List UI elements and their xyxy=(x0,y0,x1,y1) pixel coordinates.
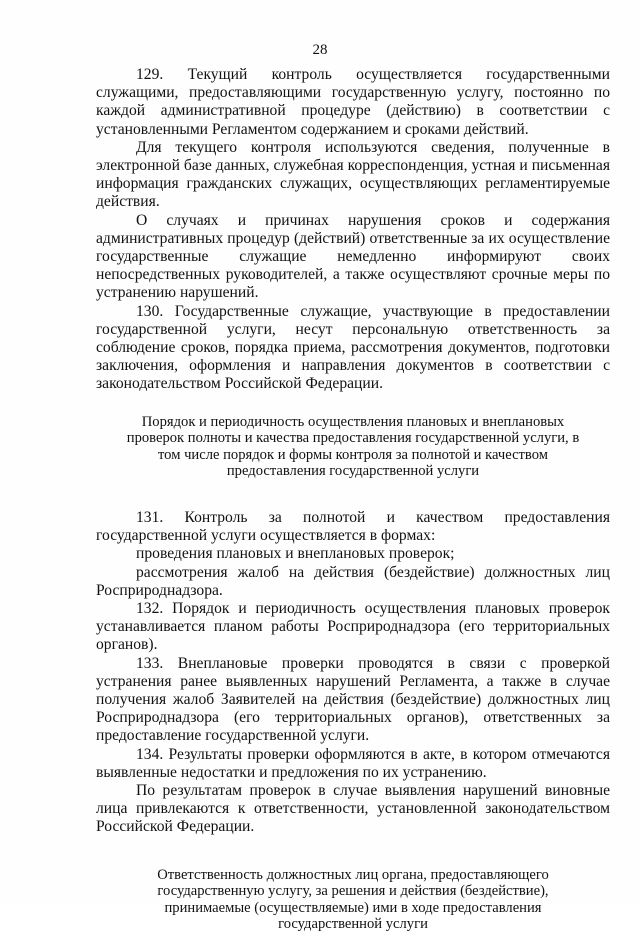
document-body xyxy=(96,66,610,934)
paragraph-violations-reporting: О случаях и причинах нарушения сроков и содержания административных процедур (действий) ответственные за их осуществление государственные служащие немедленно информируют своих непосредственных руководителей, а также осуществляют срочные меры по устранению нарушений. xyxy=(96,211,610,302)
spacer xyxy=(96,480,610,509)
paragraph-liability: По результатам проверок в случае выявления нарушений виновные лица привлекаются к ответственности, установленной законодательством Российской Федерации. xyxy=(96,782,610,836)
paragraph-form-inspections: проведения плановых и внеплановых проверок; xyxy=(136,545,455,563)
paragraph-current-control-sources: Для текущего контроля используются сведения, полученные в электронной базе данных, служебная корреспонденция, устная и письменная информация гражданских служащих, осуществляющих регламентируемые действия. xyxy=(96,138,610,211)
paragraph-form-complaints: рассмотрения жалоб на действия (бездействие) должностных лиц Росприроднадзора. xyxy=(96,563,610,599)
paragraph-130: 130. Государственные служащие, участвующие в предоставлении государственной услуги, несут персональную ответственность за соблюдение сроков, порядка приема, рассмотрения документов, подготовки заключения, оформления и направления документов в соответствии с законодательством Российской Федерации. xyxy=(96,302,610,393)
paragraph-133: 133. Внеплановые проверки проводятся в связи с проверкой устранения ранее выявленных нарушений Регламента, а также в случае получения жалоб Заявителей на действия (бездействие) должностных лиц Росприроднадзора (его территориальных органов), ответственных за предоставление государственной услуги. xyxy=(96,654,610,745)
paragraph-129: 129. Текущий контроль осуществляется государственными служащими, предоставляющими государственную услугу, постоянно по каждой административной процедуре (действию) в соответствии с установленными Регламентом содержанием и сроками действий. xyxy=(96,66,610,138)
paragraph-131: 131. Контроль за полнотой и качеством предоставления государственной услуги осуществляется в формах: xyxy=(96,509,610,545)
section-heading-inspections: Порядок и периодичность осуществления плановых и внеплановых проверок полноты и качества предоставления государственной услуги, в том числе порядок и формы контроля за полнотой и качеством предоставления государственной услуги xyxy=(126,413,580,480)
page-number: 28 xyxy=(312,42,328,58)
section-heading-responsibility: Ответственность должностных лиц органа, предоставляющего государственную услугу, за решения и действия (бездействие), принимаемые (осуществляемые) ими в ходе предоставления государственной услуги xyxy=(157,866,549,933)
paragraph-134: 134. Результаты проверки оформляются в акте, в котором отмечаются выявленные недостатки и предложения по их устранению. xyxy=(96,745,610,781)
spacer xyxy=(96,837,610,867)
paragraph-132: 132. Порядок и периодичность осуществления плановых проверок устанавливается планом работы Росприроднадзора (его территориальных органов). xyxy=(96,600,610,654)
spacer xyxy=(96,394,610,414)
